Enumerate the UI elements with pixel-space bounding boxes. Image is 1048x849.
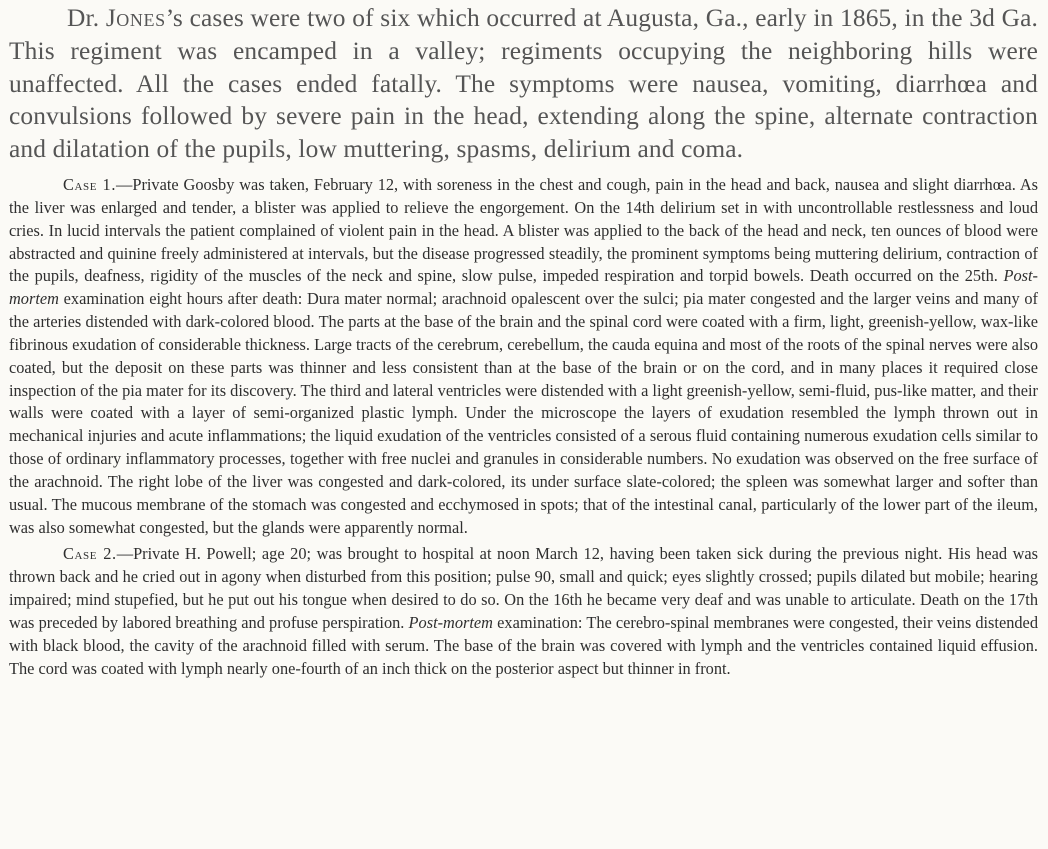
- case-1-text-part1: —Private Goosby was taken, February 12, with soreness in the chest and cough, pain in the head and back, nausea and slight diarrhœa. As the liver was enlarged and tender, a blister was applied to relieve the engorgement. On the 14th delirium set in with uncontrollable restlessness and loud cries. In lucid intervals the patient complained of violent pain in the head. A blister was applied to the back of the head and neck, ten ounces of blood were abstracted and quinine freely administered at intervals, but the disease progressed steadily, the prominent symptoms being muttering delirium, contraction of the pupils, deafness, rigidity of the muscles of the neck and spine, slow pulse, impeded respiration and torpid bowels. Death occurred on the 25th.: [9, 174, 1038, 286]
- intro-paragraph: [9, 2, 1038, 166]
- intro-name: Jones: [105, 4, 166, 32]
- case-1-italic: Post-mortem: [9, 266, 1038, 309]
- case-1-paragraph: [9, 174, 1038, 540]
- case-1-label: Case 1.: [63, 174, 117, 194]
- intro-text: ’s cases were two of six which occurred at Augusta, Ga., early in 1865, in the 3d Ga. This regiment was encamped in a valley; regiments occupying the neighboring hills were unaffected. All the cases ended fatally. The symptoms were nausea, vomiting, diarrhœa and convulsions followed by severe pain in the head, extending along the spine, alternate contraction and dilatation of the pupils, low muttering, spasms, delirium and coma.: [9, 4, 1038, 164]
- case-2-text-part1: —Private H. Powell; age 20; was brought to hospital at noon March 12, having been taken sick during the previous night. His head was thrown back and he cried out in agony when disturbed from this position; pulse 90, small and quick; eyes slightly crossed; pupils dilated but mobile; hearing impaired; mind stupefied, but he put out his tongue when desired to do so. On the 16th he became very deaf and was unable to articulate. Death on the 17th was preceded by labored breathing and profuse perspiration.: [9, 544, 1038, 633]
- intro-name-lead: Dr.: [67, 4, 100, 32]
- case-2-label: Case 2.: [63, 544, 117, 564]
- document-page: [9, 2, 1038, 685]
- case-2-italic: Post-mortem: [408, 613, 493, 633]
- case-2-text-part2: examination: The cerebro-spinal membranes were congested, their veins distended with black blood, the cavity of the arachnoid filled with serum. The base of the brain was covered with lymph and the ventricles contained liquid effusion. The cord was coated with lymph nearly one-fourth of an inch thick on the posterior aspect but thinner in front.: [9, 613, 1038, 678]
- case-1-text-part2: examination eight hours after death: Dura mater normal; arachnoid opalescent over the sulci; pia mater congested and the larger veins and many of the arteries distended with dark-colored blood. The parts at the base of the brain and the spinal cord were coated with a firm, light, greenish-yellow, wax-like fibrinous exudation of considerable thickness. Large tracts of the cerebrum, cerebellum, the cauda equina and most of the roots of the spinal nerves were also coated, but the deposit on these parts was thinner and less consistent than at the base of the brain or on the cord, and in many places it required close inspection of the pia mater for its discovery. The third and lateral ventricles were distended with a light greenish-yellow, semi-fluid, pus-like matter, and their walls were coated with a layer of semi-organized plastic lymph. Under the microscope the layers of exudation resembled the lymph thrown out in mechanical injuries and acute inflammations; the liquid exudation of the ventricles consisted of a serous fluid containing numerous exudation cells similar to those of ordinary inflammatory processes, together with free nuclei and granules in considerable numbers. No exudation was observed on the free surface of the arachnoid. The right lobe of the liver was congested and dark-colored, its under surface slate-colored; the spleen was somewhat larger and softer than usual. The mucous membrane of the stomach was congested and ecchymosed in spots; that of the intestinal canal, particularly of the lower part of the ileum, was also somewhat congested, but the glands were apparently normal.: [9, 289, 1038, 537]
- case-2-paragraph: [9, 543, 1038, 680]
